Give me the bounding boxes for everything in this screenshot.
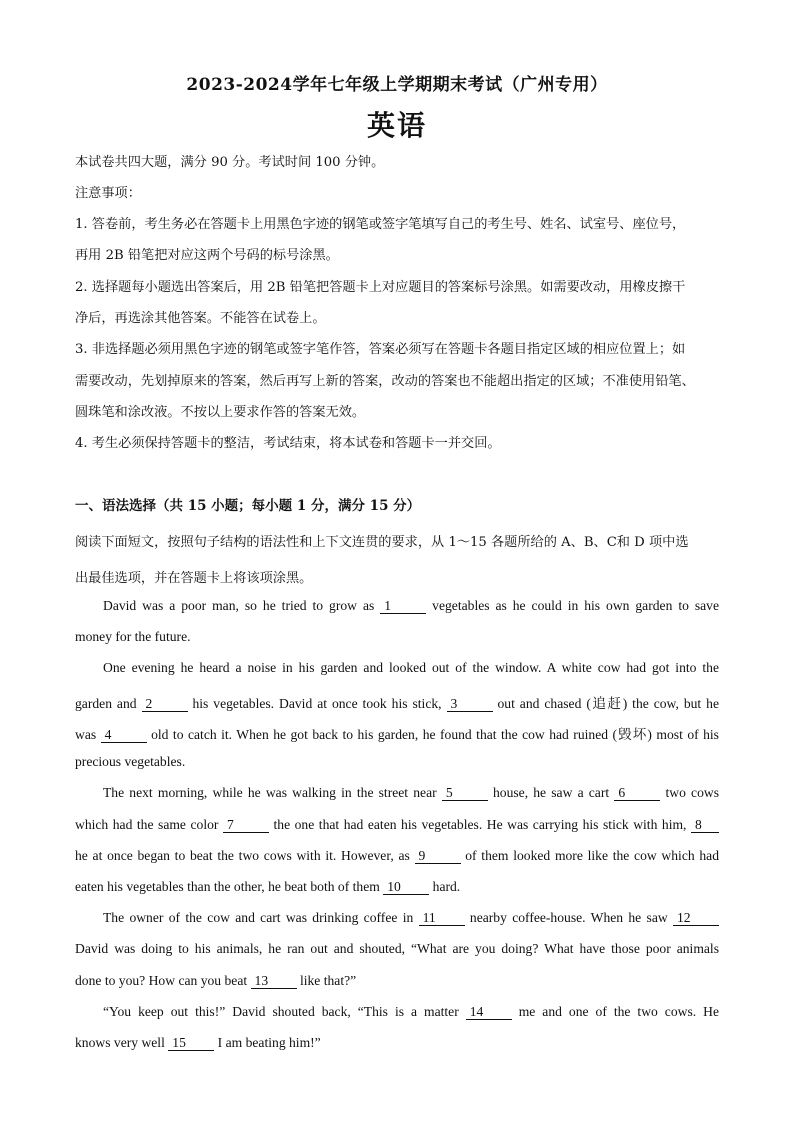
rule-line: 3. 非选择题必须用黑色字迹的钢笔或签字笔作答，答案必须写在答题卡各题目指定区域的相应位置上；如 [75, 342, 686, 357]
passage-line: David was a poor man, so he tried to grow as 1 vegetables as he could in his own garden to save [103, 598, 719, 613]
notice-heading: 注意事项： [75, 186, 141, 201]
passage-line: done to you? How can you beat 13 like that?” [75, 973, 357, 988]
blank-10: 10 [383, 879, 429, 895]
passage-line: David was doing to his animals, he ran out and shouted, “What are you doing? What have those poor animals [75, 941, 719, 956]
blank-5: 5 [442, 785, 488, 801]
section-instructions: 出最佳选项，并在答题卡上将该项涂黑。 [75, 571, 313, 586]
passage-line: eaten his vegetables than the other, he beat both of them 10 hard. [75, 879, 461, 894]
rule-line: 2. 选择题每小题选出答案后，用 2B 铅笔把答题卡上对应题目的答案标号涂黑。如需要改动，用橡皮擦干 [75, 280, 686, 295]
passage-line: The owner of the cow and cart was drinking coffee in 11 nearby coffee-house. When he saw 12 [75, 910, 719, 926]
passage-line: garden and 2 his vegetables. David at once took his stick, 3 out and chased (追赶) the cow, but he [75, 696, 719, 711]
passage-line: money for the future. [75, 629, 191, 644]
blank-2: 2 [142, 696, 188, 712]
passage-line: knows very well 15 I am beating him!” [75, 1035, 321, 1050]
rule-line: 需要改动，先划掉原来的答案，然后再写上新的答案，改动的答案也不能超出指定的区域；不准使用铅笔、 [75, 374, 695, 389]
rule-line: 1. 答卷前，考生务必在答题卡上用黑色字迹的钢笔或签字笔填写自己的考生号、姓名、试室号、座位号， [75, 217, 686, 232]
exam-info: 本试卷共四大题，满分 90 分。考试时间 100 分钟。 [75, 155, 385, 170]
rule-line: 净后，再选涂其他答案。不能答在试卷上。 [75, 311, 326, 326]
blank-6: 6 [614, 785, 660, 801]
blank-14: 14 [466, 1004, 512, 1020]
rule-line: 圆珠笔和涂改液。不按以上要求作答的答案无效。 [75, 405, 366, 420]
blank-12: 12 [673, 910, 719, 926]
exam-title: 2023-2024学年七年级上学期期末考试（广州专用） [186, 75, 608, 95]
passage-line: One evening he heard a noise in his garden and looked out of the window. A white cow had got into the [103, 660, 719, 675]
subject-title: 英语 [366, 109, 427, 142]
section-heading: 一、语法选择（共 15 小题；每小题 1 分，满分 15 分） [75, 498, 421, 514]
section-instructions: 阅读下面短文，按照句子结构的语法性和上下文连贯的要求，从 1～15 各题所给的 A、B、C和 D 项中选 [75, 535, 689, 550]
blank-4: 4 [101, 727, 147, 743]
blank-13: 13 [251, 973, 297, 989]
blank-8: 8 [691, 817, 719, 833]
blank-15: 15 [168, 1035, 214, 1051]
passage-line: he at once began to beat the two cows with it. However, as 9 of them looked more like the cow which had [75, 848, 719, 863]
passage-line: was 4 old to catch it. When he got back to his garden, he found that the cow had ruined (毁坏) most of his [75, 727, 719, 742]
rule-line: 再用 2B 铅笔把对应这两个号码的标号涂黑。 [75, 248, 339, 263]
passage-line: which had the same color 7 the one that had eaten his vegetables. He was carrying his stick with him, 8 [75, 817, 719, 833]
blank-3: 3 [447, 696, 493, 712]
passage-line: The next morning, while he was walking in the street near 5 house, he saw a cart 6 two cows [103, 785, 719, 800]
passage-line: precious vegetables. [75, 754, 186, 769]
rule-line: 4. 考生必须保持答题卡的整洁，考试结束，将本试卷和答题卡一并交回。 [75, 436, 501, 451]
blank-11: 11 [419, 910, 465, 926]
blank-9: 9 [415, 848, 461, 864]
blank-7: 7 [223, 817, 269, 833]
blank-1: 1 [380, 598, 426, 614]
passage-line: “You keep out this!” David shouted back, “This is a matter 14 me and one of the two cows. He [103, 1004, 719, 1019]
